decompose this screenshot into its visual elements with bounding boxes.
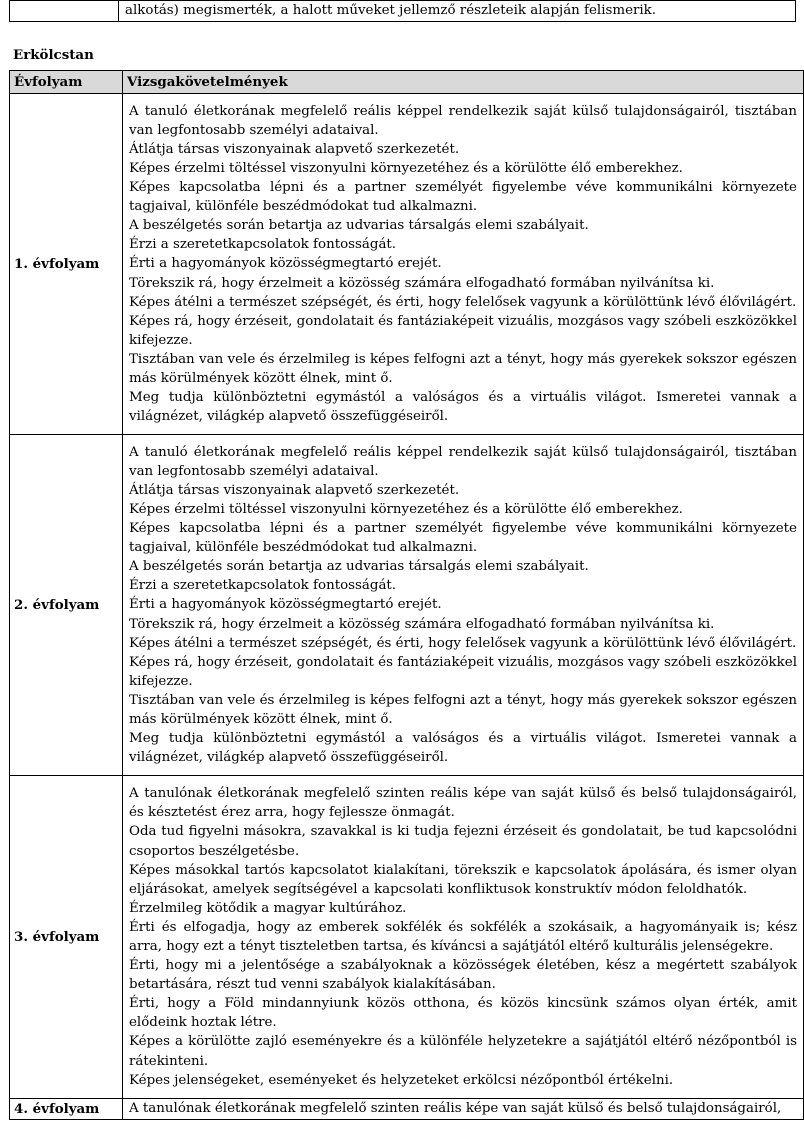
requirement-item: Képes rá, hogy érzéseit, gondolatait és fantáziaképeit vizuális, mozgásos vagy szóbeli eszközökkel kifejezze. [129,654,797,689]
grade-label: 2. évfolyam [10,435,123,776]
requirement-item: Érti, hogy a Föld mindannyiunk közös otthona, és közös kincsünk számos olyan érték, amit elődeink hoztak létre. [129,996,797,1031]
requirement-item: Oda tud figyelni másokra, szavakkal is ki tudja fejezni érzéseit és gondolatait, be tud kapcsolódni csoportos beszélgetésbe. [129,824,797,859]
requirement-item: Meg tudja különböztetni egymástól a valóságos és a virtuális világot. Ismeretei vannak a világnézet, világkép alapvető összefüggéseiről. [129,731,797,766]
requirement-text: alkotás) megismerték, a halott műveket jellemző részleteik alapján felismerik. [125,3,657,19]
requirement-item: Érti és elfogadja, hogy az emberek sokfélék és sokfélék a szokásaik, a hagyományaik is; kész arra, hogy ezt a tényt tiszteletben tartsa, és kíváncsi a sajátjától eltérő kulturális jelenségekre. [129,919,797,954]
requirement-item: A tanuló életkorának megfelelő reális képpel rendelkezik saját külső tulajdonságairól, tisztában van legfontosabb személyi adataival. [129,103,797,138]
previous-table-fragment [9,0,796,22]
requirements-cell [123,776,804,1099]
requirement-item: A beszélgetés során betartja az udvarias társalgás elemi szabályait. [129,559,589,575]
requirement-item: A tanulónak életkorának megfelelő szinten reális képe van saját külső és belső tulajdonságairól, [129,1101,782,1116]
grade-label: 1. évfolyam [10,94,123,435]
requirement-item: A beszélgetés során betartja az udvarias társalgás elemi szabályait. [129,218,589,234]
requirement-item: Képes a körülötte zajló eseményekre és a különféle helyzetekre a sajátjától eltérő nézőpontból is rátekinteni. [129,1034,797,1069]
requirement-item: Képes kapcsolatba lépni és a partner személyét figyelembe véve kommunikálni környezete tagjaival, különféle beszédmódokat tud alkalmazni. [129,180,797,215]
requirement-item: Képes érzelmi töltéssel viszonyulni környezetéhez és a körülötte élő emberekhez. [129,160,683,176]
requirement-item: Tisztában van vele és érzelmileg is képes felfogni azt a tényt, hogy más gyerekek sokszor egészen más körülmények között élnek, mint ő. [129,351,797,387]
requirement-item: Érzelmileg kötődik a magyar kultúrához. [129,900,407,916]
requirement-item: Átlátja társas viszonyainak alapvető szerkezetét. [129,141,460,157]
table-header-row [10,71,804,94]
requirement-item: Érti a hagyományok közösségmegtartó erejét. [129,597,442,613]
header-grade: Évfolyam [10,71,123,94]
requirement-item: A tanuló életkorának megfelelő reális képpel rendelkezik saját külső tulajdonságairól, tisztában van legfontosabb személyi adataival. [129,444,797,479]
requirement-item: Képes érzelmi töltéssel viszonyulni környezetéhez és a körülötte élő emberekhez. [129,501,683,517]
requirement-item: Érzi a szeretetkapcsolatok fontosságát. [129,578,397,594]
empty-grade-cell [10,1,119,22]
section-title: Erkölcstan [13,47,94,63]
requirement-item: Tisztában van vele és érzelmileg is képes felfogni azt a tényt, hogy más gyerekek sokszor egészen más körülmények között élnek, mint ő. [129,692,797,728]
table-row [10,94,804,435]
requirement-item: Érti a hagyományok közösségmegtartó erejét. [129,256,442,272]
requirements-table [9,70,804,1120]
document-page [9,0,795,1120]
requirement-item: Átlátja társas viszonyainak alapvető szerkezetét. [129,482,460,498]
requirement-item: Érti, hogy mi a jelentősége a szabályoknak a közösségek életében, kész a megértett szabályok betartására, részt tud venni szabályok kialakításában. [129,958,797,993]
requirement-item: A tanulónak életkorának megfelelő szinten reális képe van saját külső és belső tulajdonságairól, és késztetést érez arra, hogy fejlessze önmagát. [129,786,797,821]
requirements-cell [123,1099,804,1120]
requirement-item: Törekszik rá, hogy érzelmeit a közösség számára elfogadható formában nyilvánítsa ki. [129,616,715,632]
requirement-item: Képes jelenségeket, eseményeket és helyzeteket erkölcsi nézőpontból értékelni. [129,1072,674,1088]
requirement-item: Érzi a szeretetkapcsolatok fontosságát. [129,237,397,253]
requirement-item: Képes átélni a természet szépségét, és érti, hogy felelősek vagyunk a körülöttünk lévő élővilágért. [129,294,797,310]
header-requirements: Vizsgakövetelmények [123,71,804,94]
table-row [10,435,804,776]
requirement-cell [119,1,796,22]
grade-label: 3. évfolyam [10,776,123,1099]
grade-label: 4. évfolyam [10,1099,123,1120]
requirement-item: Meg tudja különböztetni egymástól a valóságos és a virtuális világot. Ismeretei vannak a világnézet, világkép alapvető összefüggéseiről. [129,390,797,425]
requirements-cell [123,435,804,776]
requirement-item: Képes rá, hogy érzéseit, gondolatait és fantáziaképeit vizuális, mozgásos vagy szóbeli eszközökkel kifejezze. [129,313,797,348]
requirement-item: Képes másokkal tartós kapcsolatot kialakítani, törekszik e kapcsolatok ápolására, és ismer olyan eljárásokat, amelyek segítségével a kapcsolati konfliktusok konstruktív módon feloldhatók. [129,862,797,897]
table-row [10,1099,804,1120]
requirement-item: Képes kapcsolatba lépni és a partner személyét figyelembe véve kommunikálni környezete tagjaival, különféle beszédmódokat tud alkalmazni. [129,521,797,556]
requirement-item: Képes átélni a természet szépségét, és érti, hogy felelősek vagyunk a körülöttünk lévő élővilágért. [129,635,797,651]
requirement-item: Törekszik rá, hogy érzelmeit a közösség számára elfogadható formában nyilvánítsa ki. [129,275,715,291]
requirements-cell [123,94,804,435]
table-row [10,776,804,1099]
